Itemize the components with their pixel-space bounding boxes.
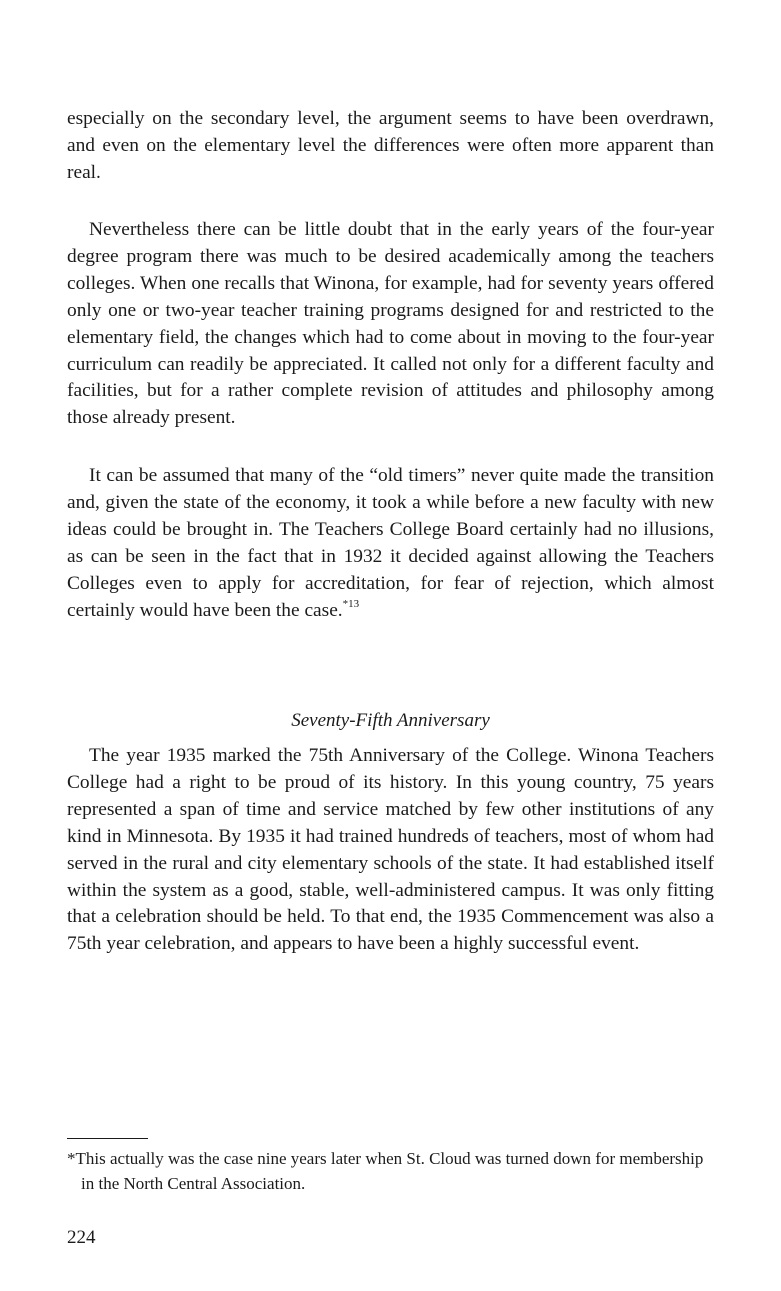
paragraph-old-timers [67, 463, 714, 624]
section-heading: Seventy-Fifth Anniversary [291, 710, 490, 731]
paragraph-nevertheless [67, 217, 714, 432]
footnote-text: *This actually was the case nine years later when St. Cloud was turned down for membership in the North Central Association. [67, 1149, 704, 1193]
paragraph-continuation [67, 106, 714, 187]
paragraph-anniversary [67, 743, 714, 958]
footnote-divider [67, 1138, 148, 1139]
paragraph-text [67, 463, 714, 624]
paragraph-body: It can be assumed that many of the “old timers” never quite made the transition and, given the state of the economy, it took a while before a new faculty with new ideas could be brought in. The Teachers College Board certainly had no illusions, as can be seen in the fact that in 1932 it decided against allowing the Teachers Colleges even to apply for accreditation, for fear of rejection, which almost certainly would have been the case. [67, 465, 714, 621]
footnote [67, 1146, 717, 1196]
footnote-reference: *13 [342, 598, 360, 611]
page-number: 224 [67, 1227, 96, 1248]
paragraph-text: especially on the secondary level, the argument seems to have been overdrawn, and even on the elementary level the differences were often more apparent than real. [67, 108, 714, 183]
paragraph-text: Nevertheless there can be little doubt that in the early years of the four-year degree program there was much to be desired academically among the teachers colleges. When one recalls that Winona, for example, had for seventy years offered only one or two-year teacher training programs designed for and restricted to the elementary field, the changes which had to come about in moving to the four-year curriculum can readily be appreciated. It called not only for a different faculty and facilities, but for a rather complete revision of attitudes and philosophy among those already present. [67, 219, 714, 429]
paragraph-text: The year 1935 marked the 75th Anniversary of the College. Winona Teachers College had a right to be proud of its history. In this young country, 75 years represented a span of time and service matched by few other institutions of any kind in Minnesota. By 1935 it had trained hundreds of teachers, most of whom had served in the rural and city elementary schools of the state. It had established itself within the system as a good, stable, well-administered campus. It was only fitting that a celebration should be held. To that end, the 1935 Commencement was also a 75th year celebration, and appears to have been a highly successful event. [67, 745, 714, 955]
